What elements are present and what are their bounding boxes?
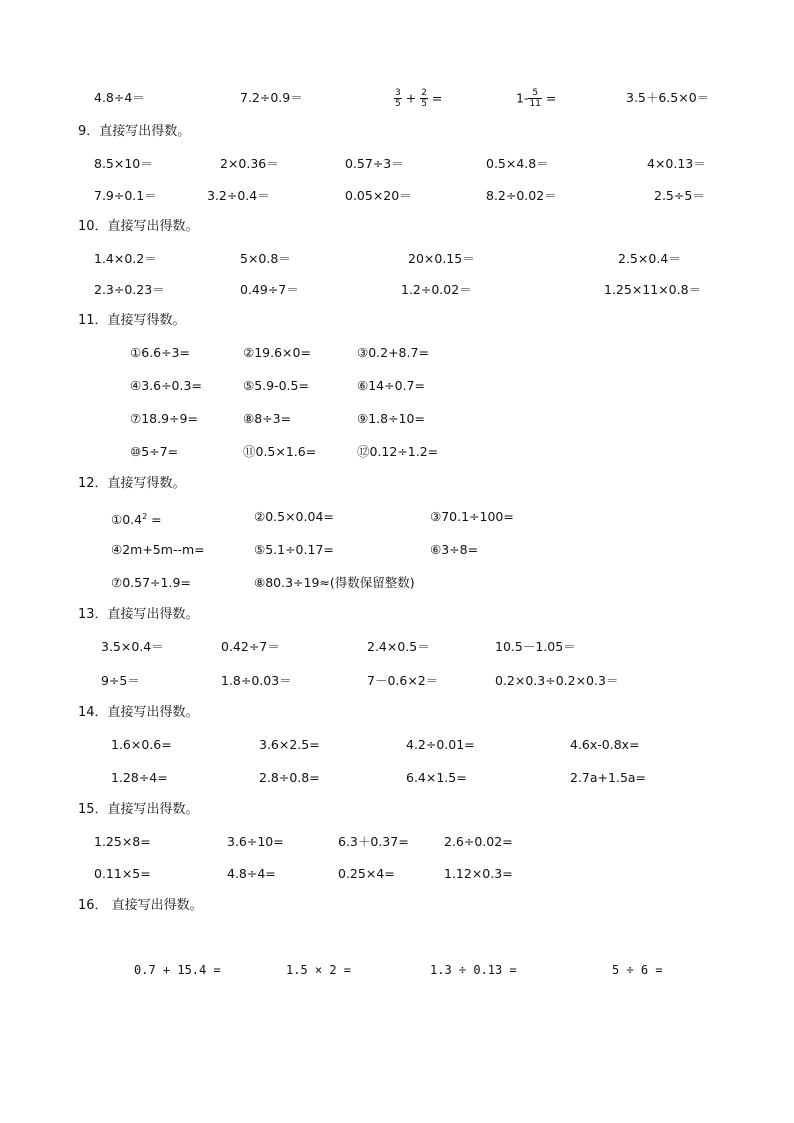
problem: 1.28÷4= — [111, 770, 168, 785]
problem: 1.25×11×0.8＝ — [604, 282, 702, 297]
problem: 2.8÷0.8= — [259, 770, 320, 785]
problem: ⑨1.8÷10= — [357, 411, 425, 426]
problem: 1.8÷0.03＝ — [221, 673, 292, 688]
problem: 3.6×2.5= — [259, 737, 320, 752]
problem: ③70.1÷100= — [430, 509, 514, 524]
problem: ⑪0.5×1.6= — [243, 444, 317, 459]
problem: ⑤5.9-0.5= — [243, 378, 309, 393]
problem: 0.42÷7＝ — [221, 639, 280, 654]
problem: 7－0.6×2＝ — [367, 673, 439, 688]
problem: 3.5×0.4＝ — [101, 639, 164, 654]
problem: 1.6×0.6= — [111, 737, 172, 752]
problem: 2.4×0.5＝ — [367, 639, 430, 654]
section-title: 11．直接写得数。 — [78, 313, 186, 328]
section-title: 16． 直接写出得数。 — [78, 898, 203, 913]
problem: 1.3 ÷ 0.13 = — [430, 963, 517, 977]
problem: 2.5÷5＝ — [654, 188, 705, 203]
fraction-problem: 1- $\frac{5}{11}$ = — [516, 88, 557, 109]
problem: 4.8÷4＝ — [94, 90, 145, 105]
problem: 6.3＋0.37= — [338, 834, 409, 849]
problem: ⑤5.1÷0.17= — [254, 542, 334, 557]
problem: 4×0.13＝ — [647, 156, 706, 171]
problem: 4.2÷0.01= — [406, 737, 475, 752]
problem: 9÷5＝ — [101, 673, 140, 688]
problem: 7.2÷0.9＝ — [240, 90, 303, 105]
problem: 8.2÷0.02＝ — [486, 188, 557, 203]
section-title: 9．直接写出得数。 — [78, 124, 191, 139]
problem: 5×0.8＝ — [240, 251, 291, 266]
problem: 3.2÷0.4＝ — [207, 188, 270, 203]
problem: ⑧80.3÷19≈(得数保留整数) — [254, 575, 415, 590]
problem: ⑦18.9÷9= — [130, 411, 198, 426]
problem: 0.11×5= — [94, 866, 151, 881]
problem: 1.2÷0.02＝ — [401, 282, 472, 297]
problem: 3.5＋6.5×0＝ — [626, 90, 710, 105]
problem: 2.7a+1.5a= — [570, 770, 647, 785]
problem: ⑦0.57÷1.9= — [111, 575, 191, 590]
problem: 0.57÷3＝ — [345, 156, 404, 171]
problem: 4.6x-0.8x= — [570, 737, 640, 752]
problem: 2.3÷0.23＝ — [94, 282, 165, 297]
problem: 0.49÷7＝ — [240, 282, 299, 297]
problem: 0.2×0.3÷0.2×0.3＝ — [495, 673, 619, 688]
section-title: 10．直接写出得数。 — [78, 219, 199, 234]
problem: ②19.6×0= — [243, 345, 311, 360]
fraction-problem: $\frac{3}{5}$ + $\frac{2}{5}$ = — [395, 88, 443, 109]
problem: ⑥3÷8= — [430, 542, 479, 557]
fraction: $\frac{2}{5}$ — [421, 88, 427, 109]
problem: ①6.6÷3= — [130, 345, 190, 360]
problem: 20×0.15＝ — [408, 251, 475, 266]
problem: ②0.5×0.04= — [254, 509, 334, 524]
problem: 5 ÷ 6 = — [612, 963, 663, 977]
problem: $①0.4^2$ = — [111, 512, 162, 528]
problem: 7.9÷0.1＝ — [94, 188, 157, 203]
problem: 1.4×0.2＝ — [94, 251, 157, 266]
problem: 8.5×10＝ — [94, 156, 153, 171]
problem: 0.7 + 15.4 = — [134, 963, 221, 977]
problem: 0.25×4= — [338, 866, 395, 881]
problem: ⑥14÷0.7= — [357, 378, 425, 393]
section-title: 13．直接写出得数。 — [78, 607, 199, 622]
problem: 1.5 × 2 = — [286, 963, 352, 977]
section-title: 14．直接写出得数。 — [78, 705, 199, 720]
problem: 2.5×0.4＝ — [618, 251, 681, 266]
problem: 2.6÷0.02= — [444, 834, 513, 849]
problem: 2×0.36＝ — [220, 156, 279, 171]
section-title: 15．直接写出得数。 — [78, 802, 199, 817]
problem: 1.12×0.3= — [444, 866, 513, 881]
problem: ⑫0.12÷1.2= — [357, 444, 439, 459]
problem: ⑩5÷7= — [130, 444, 179, 459]
fraction: $\frac{5}{11}$ — [529, 88, 541, 109]
problem: 0.5×4.8＝ — [486, 156, 549, 171]
problem: 0.05×20＝ — [345, 188, 412, 203]
problem: ⑧8÷3= — [243, 411, 292, 426]
section-title: 12．直接写得数。 — [78, 476, 186, 491]
problem: 1.25×8= — [94, 834, 151, 849]
problem: 6.4×1.5= — [406, 770, 467, 785]
fraction: $\frac{3}{5}$ — [395, 88, 401, 109]
problem: ③0.2+8.7= — [357, 345, 429, 360]
problem: ④3.6÷0.3= — [130, 378, 202, 393]
problem: 4.8÷4= — [227, 866, 276, 881]
problem: ④2m+5m--m= — [111, 542, 205, 557]
problem: 3.6÷10= — [227, 834, 284, 849]
problem: 10.5－1.05＝ — [495, 639, 576, 654]
